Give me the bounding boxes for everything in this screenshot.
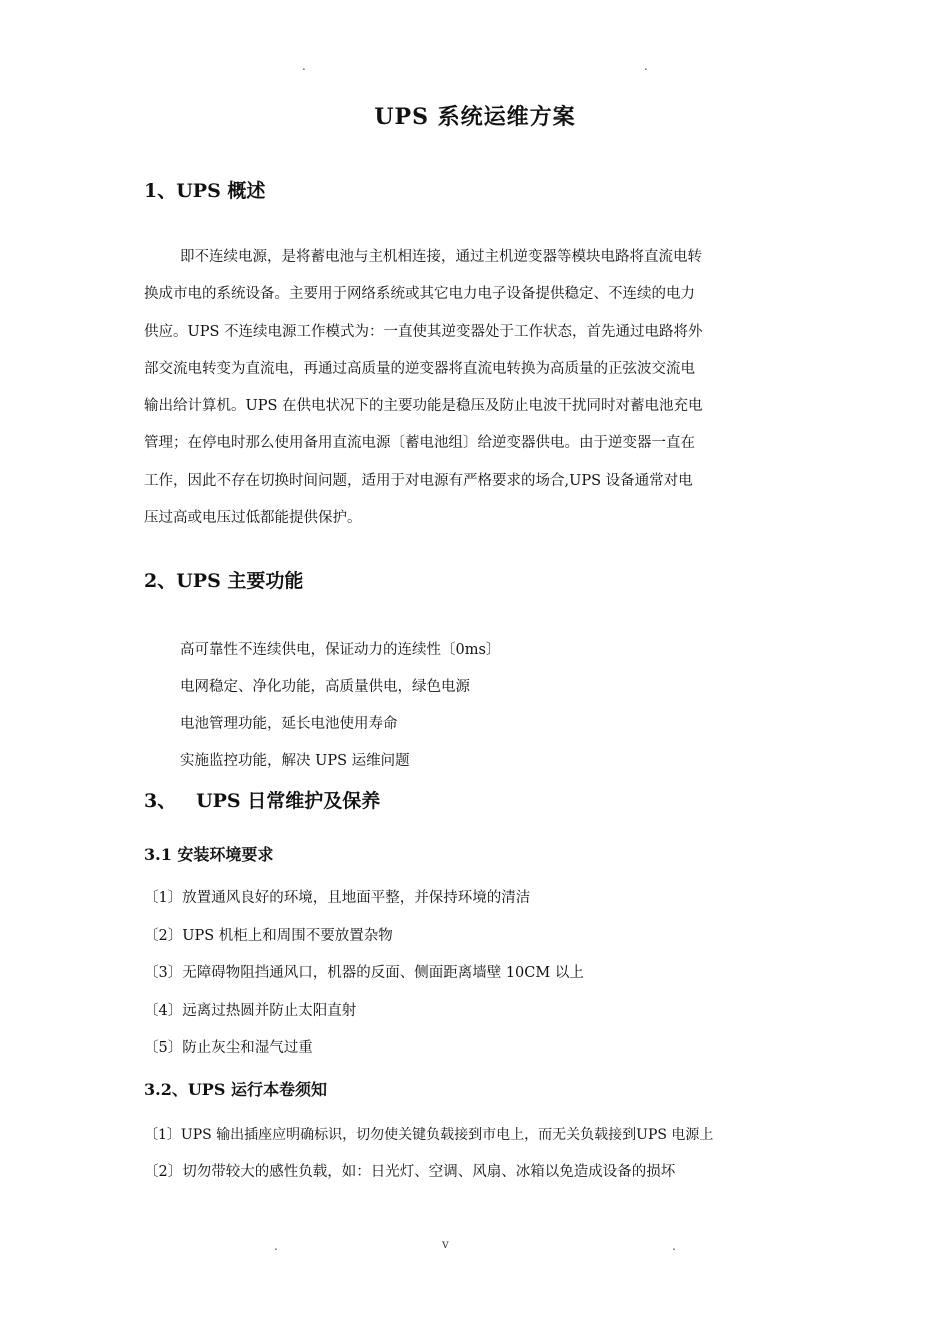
footer-mark-right: .: [672, 1239, 676, 1253]
paragraph-line: 即不连续电源，是将蓄电池与主机相连接，通过主机逆变器等模块电路将直流电转: [180, 249, 702, 265]
function-item: 电网稳定、净化功能，高质量供电，绿色电源: [180, 679, 470, 695]
section3-1-heading: 3.1 安装环境要求: [144, 845, 274, 864]
environment-item: 〔1〕放置通风良好的环境，且地面平整，并保持环境的清洁: [144, 890, 531, 906]
footer-mark-left: .: [274, 1239, 278, 1253]
paragraph-line: 压过高或电压过低都能提供保护。: [144, 510, 362, 527]
header-mark-left: .: [302, 59, 306, 73]
paragraph-line: 部交流电转变为直流电，再通过高质量的逆变器将直流电转换为高质量的正弦波交流电: [144, 360, 695, 377]
footer-mark-center: v: [442, 1237, 449, 1251]
function-item: 高可靠性不连续供电，保证动力的连续性〔0ms〕: [180, 642, 501, 658]
header-mark-right: .: [644, 59, 648, 73]
section3-2-heading: 3.2、UPS 运行本卷须知: [144, 1080, 327, 1099]
document-title: UPS 系统运维方案: [374, 104, 576, 130]
function-item: 实施监控功能，解决 UPS 运维问题: [180, 753, 410, 769]
section1-paragraph: [144, 239, 794, 537]
environment-item: 〔2〕UPS 机柜上和周围不要放置杂物: [144, 928, 393, 944]
paragraph-line: 工作，因此不存在切换时间问题，适用于对电源有严格要求的场合,UPS 设备通常对电: [144, 472, 693, 489]
operation-note: 〔2〕切勿带较大的感性负载，如：日光灯、空调、风扇、冰箱以免造成设备的损坏: [144, 1164, 676, 1180]
paragraph-line: 输出给计算机。UPS 在供电状况下的主要功能是稳压及防止电波干扰同时对蓄电池充电: [144, 398, 703, 415]
function-item: 电池管理功能，延长电池使用寿命: [180, 716, 398, 732]
paragraph-line: 换成市电的系统设备。主要用于网络系统或其它电力电子设备提供稳定、不连续的电力: [144, 286, 695, 303]
section2-heading: 2、UPS 主要功能: [144, 570, 304, 592]
paragraph-line: 管理；在停电时那么使用备用直流电源〔蓄电池组〕给逆变器供电。由于逆变器一直在: [144, 435, 695, 452]
operation-note: 〔1〕UPS 输出插座应明确标识，切勿使关键负载接到市电上，而无关负载接到UPS 电源上: [144, 1127, 714, 1143]
environment-item: 〔4〕远离过热圆并防止太阳直射: [144, 1003, 357, 1019]
paragraph-line: 供应。UPS 不连续电源工作模式为：一直使其逆变器处于工作状态，首先通过电路将外: [144, 323, 703, 340]
environment-item: 〔3〕无障碍物阻挡通风口，机器的反面、侧面距离墙壁 10CM 以上: [144, 965, 584, 981]
environment-item: 〔5〕防止灰尘和湿气过重: [144, 1040, 313, 1056]
section1-heading: 1、UPS 概述: [144, 180, 266, 202]
section3-heading: 3、 UPS 日常维护及保养: [144, 790, 381, 812]
